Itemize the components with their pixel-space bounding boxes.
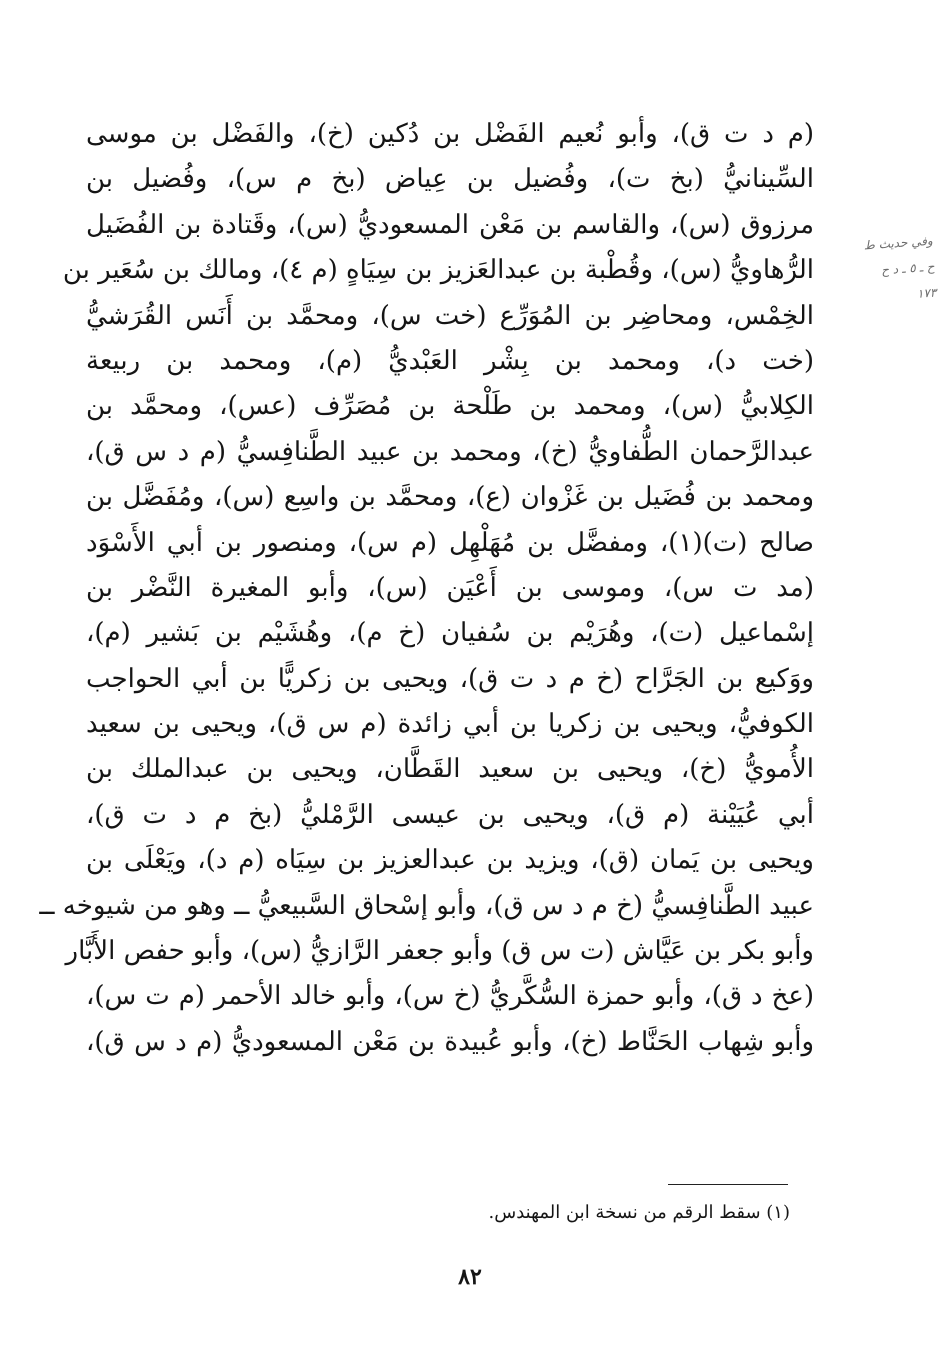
text-line: (عخ د ق)، وأبو حمزة السُّكَّريُّ (خ س)، وأبو خالد الأحمر (م ت س)،	[86, 981, 814, 1012]
text-line: الأُمويُّ (خ)، ويحيى بن سعيد القَطَّان، ويحيى بن عبدالملك بن	[86, 754, 814, 785]
text-line: إسْماعيل (ت)، وهُرَيْم بن سُفيان (خ م)، وهُشَيْم بن بَشير (م)،	[86, 618, 814, 649]
footnote-separator	[668, 1184, 788, 1185]
text-line: عبدالرَّحمان الطُّفاويُّ (خ)، ومحمد بن عبيد الطَّنافِسيُّ (م د س ق)،	[86, 436, 814, 467]
text-line: السِّينانيُّ (بخ ت)، وفُضيل بن عِياض (بخ م س)، وفُضيل بن	[86, 164, 814, 195]
main-text-block	[39, 112, 814, 1065]
text-line: الكِلابيُّ (س)، ومحمد بن طَلْحة بن مُصَرِّف (عس)، ومحمَّد بن	[86, 391, 814, 422]
text-line: ووَكيع بن الجَرَّاح (خ م د ت ق)، ويحيى بن زكريًّا بن أبي الحواجب	[86, 663, 814, 694]
text-line: ويحيى بن يَمان (ق)، ويزيد بن عبدالعزيز بن سِيَاه (م د)، ويَعْلَى بن	[86, 845, 814, 876]
text-line: (مد ت س)، وموسى بن أَعْيَن (س)، وأبو المغيرة النَّضْر بن	[86, 572, 814, 603]
text-line: وأبو بكر بن عَيَّاش (ت س ق) وأبو جعفر الرَّازيُّ (س)، وأبو حفص الأَبَّار	[65, 936, 814, 967]
text-line: الكوفيُّ، ويحيى بن زكريا بن أبي زائدة (م س ق)، ويحيى بن سعيد	[86, 709, 814, 740]
text-line: صالح (ت)(١)، ومفضَّل بن مُهَلْهِل (م س)، ومنصور بن أبي الأَسْوَد	[86, 527, 814, 558]
handwritten-margin-note	[804, 228, 940, 355]
text-line: ومحمد بن فُضَيل بن غَزْوان (ع)، ومحمَّد بن واسِع (س)، ومُفَضَّل بن	[86, 482, 814, 513]
margin-note-line: ح ـ ٥ ـ د ح	[880, 259, 935, 278]
text-line: أبي عُيَيْنة (م ق)، ويحيى بن عيسى الرَّمْليُّ (بخ م د ت ق)،	[86, 799, 814, 830]
text-line: مرزوق (س)، والقاسم بن مَعْن المسعوديُّ (س)، وقَتادة بن الفُضَيل	[86, 209, 814, 240]
text-line: وأبو شِهاب الحَنَّاط (خ)، وأبو عُبيدة بن مَعْن المسعوديُّ (م د س ق)،	[86, 1026, 814, 1057]
text-line: الرُّهاويُّ (س)، وقُطْبة بن عبدالعَزيز بن سِيَاهٍ (م ٤)، ومالك بن سُعَير بن	[62, 255, 814, 286]
margin-note-line: وفي حديث ط	[863, 233, 934, 253]
text-line: (خت د)، ومحمد بن بِشْر العَبْديُّ (م)، ومحمد بن ربيعة	[86, 345, 814, 376]
page-number: ٨٢	[458, 1264, 482, 1290]
text-line: (م د ت ق)، وأبو نُعيم الفَضْل بن دُكين (خ)، والفَضْل بن موسى	[86, 119, 814, 149]
text-line: عبيد الطَّنافِسيُّ (خ م د س ق)، وأبو إسْحاق السَّبيعيُّ ــ وهو من شيوخه ــ	[39, 890, 814, 921]
footnote: (١) سقط الرقم من نسخة ابن المهندس.	[488, 1202, 790, 1223]
margin-note-line: ١٧٣	[916, 285, 937, 301]
text-line: الخِمْس، ومحاضِر بن المُوَرِّع (خت س)، ومحمَّد بن أَنَس القُرَشيُّ	[86, 300, 814, 331]
